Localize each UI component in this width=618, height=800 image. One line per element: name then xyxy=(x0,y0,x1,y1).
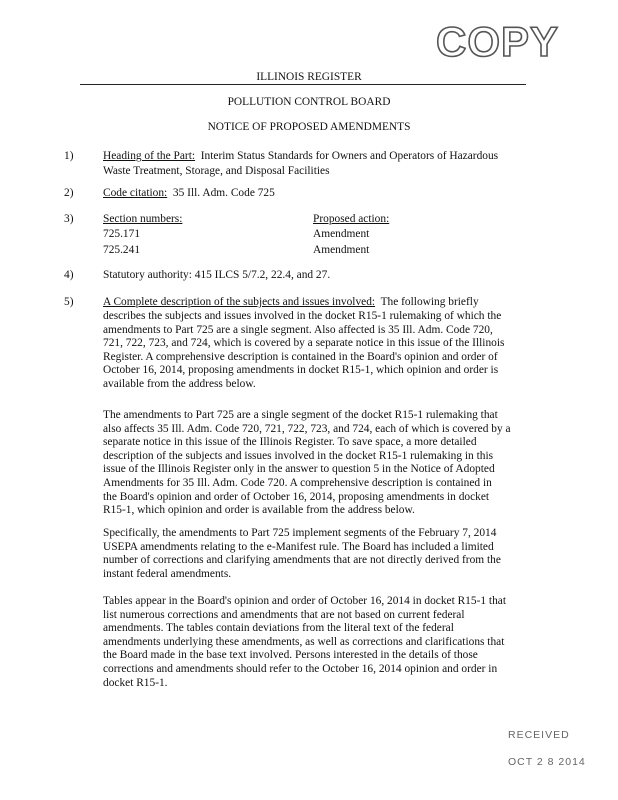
paragraph-line: the Board made in the base text involved. Persons interested in the details of those xyxy=(103,649,478,662)
code-citation xyxy=(103,187,275,201)
copy-stamp: COPY xyxy=(436,18,560,65)
paragraph-line: also affects 35 Ill. Adm. Code 720, 721, 722, 723, and 724, each of which is covered by a xyxy=(103,422,511,435)
section-number: 725.241 xyxy=(103,244,141,256)
register-title: ILLINOIS REGISTER xyxy=(256,71,362,83)
statutory-authority: Statutory authority: 415 ILCS 5/7.2, 22.4, and 27. xyxy=(103,269,331,281)
paragraph-line: issue of the Illinois Register only in the answer to question 5 in the Notice of Adopted xyxy=(103,463,495,476)
item-text: 35 Ill. Adm. Code 725 xyxy=(172,187,275,199)
notice-title: NOTICE OF PROPOSED AMENDMENTS xyxy=(207,121,411,133)
paragraph-line: describes the subjects and issues involved in the docket R15-1 rulemaking of which the xyxy=(103,310,502,322)
item-label: A Complete description of the subjects and issues involved: xyxy=(103,296,376,308)
paragraph-line: amendments. The tables contain deviations from the literal text of the federal xyxy=(103,622,454,635)
paragraph-line: Register. A comprehensive description is contained in the Board's opinion and order of xyxy=(103,350,498,363)
paragraph xyxy=(103,409,511,518)
description-heading xyxy=(103,296,479,310)
paragraph-line: Specifically, the amendments to Part 725 implement segments of the February 7, 2014 xyxy=(103,527,497,539)
section-number: 725.171 xyxy=(103,228,141,240)
item-number: 5) xyxy=(64,296,74,308)
section-numbers-header: Section numbers: xyxy=(103,213,183,225)
paragraph-line: Tables appear in the Board's opinion and order of October 16, 2014 in docket R15-1 that xyxy=(103,595,506,607)
received-stamp-date: OCT 2 8 2014 xyxy=(508,756,586,768)
header-rule xyxy=(80,84,526,85)
proposed-action: Amendment xyxy=(313,244,370,256)
paragraph-line: amendments to Part 725 are a single segment. Also affected is 35 Ill. Adm. Code 720, xyxy=(103,323,493,336)
item-number: 4) xyxy=(64,269,74,281)
paragraph-line: description of the subjects and issues involved in the docket R15-1 rulemaking in this xyxy=(103,449,494,462)
paragraph-line: docket R15-1. xyxy=(103,676,168,689)
item-heading xyxy=(103,150,498,164)
paragraph-line: corrections and amendments should refer to the October 16, 2014 opinion and order in xyxy=(103,662,498,675)
agency-title: POLLUTION CONTROL BOARD xyxy=(227,96,391,108)
item-number: 1) xyxy=(64,150,74,162)
proposed-action: Amendment xyxy=(313,228,370,240)
paragraph-line: amendments underlying these amendments, as well as corrections and clarifications that xyxy=(103,635,505,648)
paragraph xyxy=(103,595,506,690)
received-stamp-label: RECEIVED xyxy=(508,729,570,741)
paragraph xyxy=(103,527,501,581)
paragraph-line: The amendments to Part 725 are a single segment of the docket R15-1 rulemaking that xyxy=(103,409,498,421)
paragraph-line: separate notice in this issue of the Illinois Register. To save space, a more detailed xyxy=(103,436,477,449)
item-number: 2) xyxy=(64,187,74,199)
paragraph-line: number of corrections and clarifying amendments that are not directly derived from the xyxy=(103,554,501,567)
paragraph-line: R15-1, which opinion and order is available from the address below. xyxy=(103,504,415,517)
item-text: The following briefly xyxy=(380,296,479,308)
paragraph xyxy=(103,310,504,392)
proposed-action-header: Proposed action: xyxy=(313,213,390,225)
paragraph-line: available from the address below. xyxy=(103,377,256,390)
item-label: Heading of the Part: xyxy=(103,150,196,162)
item-text-continued: Waste Treatment, Storage, and Disposal Facilities xyxy=(103,165,330,177)
paragraph-line: October 16, 2014, proposing amendments in docket R15-1, which opinion and order is xyxy=(103,364,499,377)
paragraph-line: Amendments for 35 Ill. Adm. Code 720. A comprehensive description is contained in xyxy=(103,476,492,489)
paragraph-line: the Board's opinion and order of October 16, 2014, proposing amendments in docket xyxy=(103,490,490,503)
paragraph-line: USEPA amendments relating to the e-Manifest rule. The Board has included a limited xyxy=(103,540,494,553)
paragraph-line: 721, 722, 723, and 724, which is covered by a separate notice in this issue of the Illinois xyxy=(103,337,505,350)
item-label: Code citation: xyxy=(103,187,168,199)
item-text: Interim Status Standards for Owners and Operators of Hazardous xyxy=(200,150,499,162)
paragraph-line: list numerous corrections and amendments that are not based on current federal xyxy=(103,608,465,621)
paragraph-line: instant federal amendments. xyxy=(103,567,232,580)
item-number: 3) xyxy=(64,213,74,225)
